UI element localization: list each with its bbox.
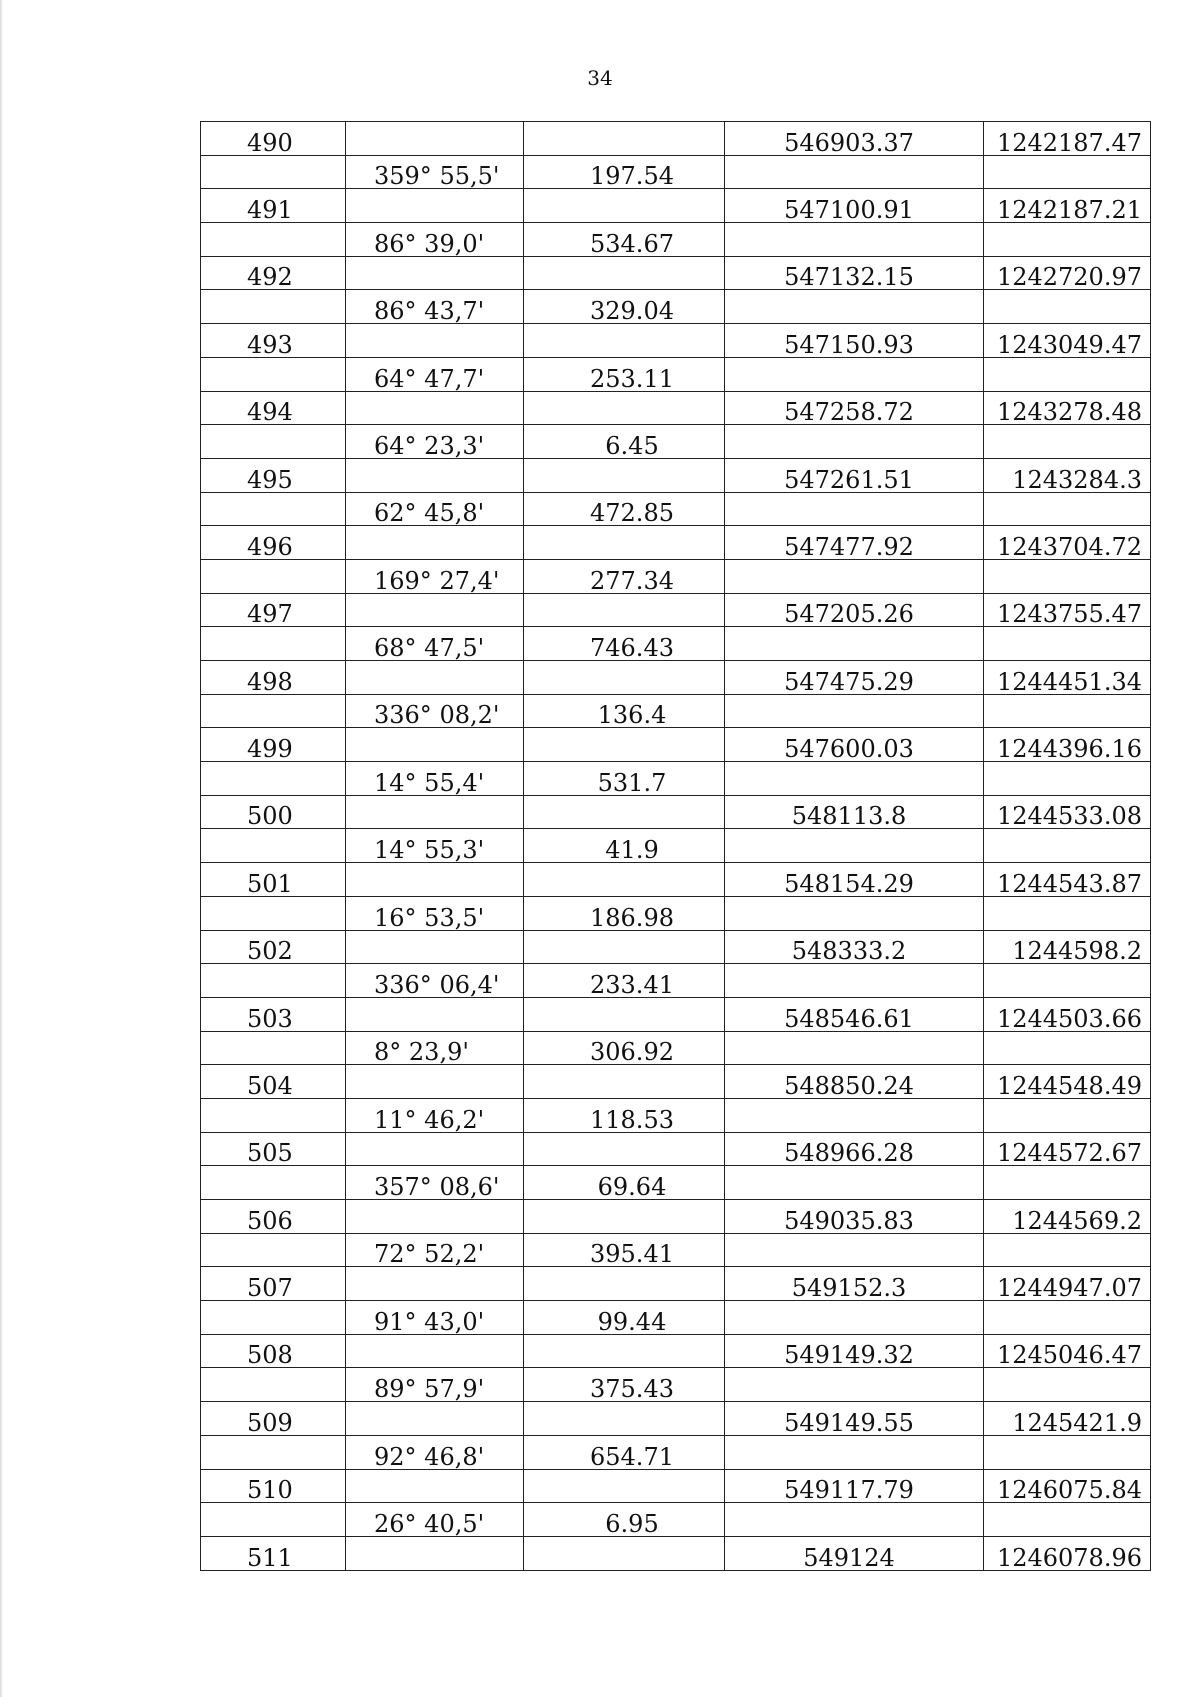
distance-cell: 654.71 [524,1435,725,1469]
distance-cell: 531.7 [524,762,725,796]
segment-row [201,762,1151,796]
bearing-angle-cell: 26° 40,5' [346,1503,524,1537]
bearing-angle-cell [346,593,524,627]
bearing-angle-cell [346,1334,524,1368]
y-coordinate-cell [984,1166,1151,1200]
bearing-angle-cell: 68° 47,5' [346,627,524,661]
bearing-angle-cell: 357° 08,6' [346,1166,524,1200]
scan-edge [0,0,3,1697]
y-coordinate-cell: 1244533.08 [984,795,1151,829]
x-coordinate-cell [725,559,984,593]
point-number-cell: 490 [201,122,346,156]
point-row [201,1402,1151,1436]
y-coordinate-cell: 1244396.16 [984,728,1151,762]
x-coordinate-cell: 549124 [725,1536,984,1570]
distance-cell: 41.9 [524,829,725,863]
y-coordinate-cell [984,223,1151,257]
x-coordinate-cell: 547475.29 [725,661,984,695]
point-number-cell [201,1435,346,1469]
point-row [201,1469,1151,1503]
x-coordinate-cell [725,1301,984,1335]
point-row [201,661,1151,695]
x-coordinate-cell: 547205.26 [725,593,984,627]
point-row [201,1065,1151,1099]
bearing-angle-cell [346,661,524,695]
coordinates-table-wrapper [200,121,1151,1571]
distance-cell: 253.11 [524,357,725,391]
point-row [201,863,1151,897]
y-coordinate-cell [984,694,1151,728]
bearing-angle-cell: 336° 06,4' [346,964,524,998]
y-coordinate-cell [984,829,1151,863]
bearing-angle-cell [346,863,524,897]
y-coordinate-cell [984,357,1151,391]
bearing-angle-cell [346,1267,524,1301]
point-number-cell [201,357,346,391]
y-coordinate-cell: 1243755.47 [984,593,1151,627]
segment-row [201,425,1151,459]
bearing-angle-cell [346,324,524,358]
segment-row [201,290,1151,324]
point-number-cell: 503 [201,997,346,1031]
distance-cell [524,122,725,156]
bearing-angle-cell [346,1402,524,1436]
y-coordinate-cell [984,1435,1151,1469]
point-number-cell: 509 [201,1402,346,1436]
x-coordinate-cell: 546903.37 [725,122,984,156]
segment-row [201,1098,1151,1132]
distance-cell: 534.67 [524,223,725,257]
bearing-angle-cell [346,526,524,560]
distance-cell [524,661,725,695]
distance-cell [524,997,725,1031]
x-coordinate-cell: 548546.61 [725,997,984,1031]
bearing-angle-cell [346,1536,524,1570]
point-row [201,1267,1151,1301]
y-coordinate-cell [984,1503,1151,1537]
bearing-angle-cell [346,189,524,223]
x-coordinate-cell [725,1368,984,1402]
distance-cell: 472.85 [524,492,725,526]
y-coordinate-cell [984,559,1151,593]
bearing-angle-cell [346,391,524,425]
y-coordinate-cell: 1244569.2 [984,1200,1151,1234]
distance-cell [524,1402,725,1436]
bearing-angle-cell: 72° 52,2' [346,1233,524,1267]
distance-cell [524,1267,725,1301]
x-coordinate-cell [725,1031,984,1065]
point-number-cell [201,896,346,930]
x-coordinate-cell: 547258.72 [725,391,984,425]
point-number-cell [201,223,346,257]
x-coordinate-cell: 549149.55 [725,1402,984,1436]
bearing-angle-cell: 89° 57,9' [346,1368,524,1402]
distance-cell [524,256,725,290]
y-coordinate-cell: 1246078.96 [984,1536,1151,1570]
point-number-cell [201,829,346,863]
x-coordinate-cell: 548966.28 [725,1132,984,1166]
bearing-angle-cell [346,1132,524,1166]
bearing-angle-cell: 169° 27,4' [346,559,524,593]
distance-cell [524,1469,725,1503]
segment-row [201,559,1151,593]
y-coordinate-cell: 1244572.67 [984,1132,1151,1166]
point-row [201,728,1151,762]
y-coordinate-cell [984,1098,1151,1132]
distance-cell: 6.95 [524,1503,725,1537]
point-row [201,1536,1151,1570]
point-number-cell: 508 [201,1334,346,1368]
page-number: 34 [587,66,613,90]
distance-cell: 186.98 [524,896,725,930]
bearing-angle-cell [346,1469,524,1503]
x-coordinate-cell [725,1503,984,1537]
y-coordinate-cell [984,896,1151,930]
bearing-angle-cell: 92° 46,8' [346,1435,524,1469]
x-coordinate-cell: 549149.32 [725,1334,984,1368]
point-number-cell: 496 [201,526,346,560]
x-coordinate-cell [725,290,984,324]
point-row [201,391,1151,425]
point-number-cell: 494 [201,391,346,425]
y-coordinate-cell: 1243704.72 [984,526,1151,560]
point-number-cell [201,559,346,593]
x-coordinate-cell [725,357,984,391]
point-number-cell: 492 [201,256,346,290]
distance-cell: 233.41 [524,964,725,998]
distance-cell: 99.44 [524,1301,725,1335]
bearing-angle-cell [346,256,524,290]
point-row [201,324,1151,358]
x-coordinate-cell: 547261.51 [725,458,984,492]
y-coordinate-cell: 1243278.48 [984,391,1151,425]
distance-cell [524,795,725,829]
point-row [201,930,1151,964]
point-number-cell [201,762,346,796]
x-coordinate-cell [725,1166,984,1200]
distance-cell [524,189,725,223]
point-number-cell: 511 [201,1536,346,1570]
distance-cell: 197.54 [524,155,725,189]
point-number-cell [201,627,346,661]
y-coordinate-cell [984,290,1151,324]
bearing-angle-cell: 8° 23,9' [346,1031,524,1065]
point-row [201,795,1151,829]
segment-row [201,1368,1151,1402]
bearing-angle-cell: 11° 46,2' [346,1098,524,1132]
y-coordinate-cell: 1244598.2 [984,930,1151,964]
point-number-cell: 495 [201,458,346,492]
point-number-cell [201,1233,346,1267]
distance-cell: 277.34 [524,559,725,593]
segment-row [201,357,1151,391]
y-coordinate-cell: 1245046.47 [984,1334,1151,1368]
point-number-cell [201,425,346,459]
point-number-cell [201,492,346,526]
point-row [201,458,1151,492]
point-row [201,122,1151,156]
bearing-angle-cell: 86° 43,7' [346,290,524,324]
bearing-angle-cell: 64° 47,7' [346,357,524,391]
distance-cell [524,593,725,627]
x-coordinate-cell: 549152.3 [725,1267,984,1301]
y-coordinate-cell: 1243049.47 [984,324,1151,358]
y-coordinate-cell: 1244947.07 [984,1267,1151,1301]
y-coordinate-cell [984,964,1151,998]
bearing-angle-cell [346,1065,524,1099]
distance-cell [524,863,725,897]
x-coordinate-cell [725,762,984,796]
bearing-angle-cell: 86° 39,0' [346,223,524,257]
distance-cell: 395.41 [524,1233,725,1267]
point-number-cell [201,694,346,728]
distance-cell [524,526,725,560]
x-coordinate-cell [725,627,984,661]
segment-row [201,1233,1151,1267]
distance-cell [524,1536,725,1570]
segment-row [201,1503,1151,1537]
point-number-cell [201,1031,346,1065]
distance-cell [524,1334,725,1368]
y-coordinate-cell: 1242187.21 [984,189,1151,223]
x-coordinate-cell: 549035.83 [725,1200,984,1234]
point-number-cell: 493 [201,324,346,358]
distance-cell: 375.43 [524,1368,725,1402]
x-coordinate-cell: 548154.29 [725,863,984,897]
point-row [201,256,1151,290]
x-coordinate-cell: 547477.92 [725,526,984,560]
segment-row [201,694,1151,728]
point-number-cell: 500 [201,795,346,829]
point-number-cell: 499 [201,728,346,762]
bearing-angle-cell: 359° 55,5' [346,155,524,189]
x-coordinate-cell [725,1233,984,1267]
bearing-angle-cell [346,122,524,156]
bearing-angle-cell: 91° 43,0' [346,1301,524,1335]
point-number-cell: 491 [201,189,346,223]
segment-row [201,492,1151,526]
x-coordinate-cell: 547100.91 [725,189,984,223]
y-coordinate-cell: 1244548.49 [984,1065,1151,1099]
point-number-cell [201,1503,346,1537]
bearing-angle-cell [346,930,524,964]
distance-cell: 306.92 [524,1031,725,1065]
bearing-angle-cell [346,728,524,762]
x-coordinate-cell [725,694,984,728]
point-row [201,1132,1151,1166]
point-number-cell: 504 [201,1065,346,1099]
y-coordinate-cell [984,627,1151,661]
segment-row [201,829,1151,863]
y-coordinate-cell: 1242187.47 [984,122,1151,156]
y-coordinate-cell [984,492,1151,526]
segment-row [201,964,1151,998]
y-coordinate-cell: 1242720.97 [984,256,1151,290]
point-number-cell: 507 [201,1267,346,1301]
bearing-angle-cell: 14° 55,4' [346,762,524,796]
bearing-angle-cell: 14° 55,3' [346,829,524,863]
segment-row [201,1435,1151,1469]
point-number-cell [201,290,346,324]
bearing-angle-cell: 62° 45,8' [346,492,524,526]
bearing-angle-cell [346,795,524,829]
point-number-cell: 510 [201,1469,346,1503]
point-row [201,1200,1151,1234]
y-coordinate-cell: 1245421.9 [984,1402,1151,1436]
point-number-cell: 498 [201,661,346,695]
y-coordinate-cell [984,1031,1151,1065]
segment-row [201,896,1151,930]
bearing-angle-cell: 336° 08,2' [346,694,524,728]
x-coordinate-cell: 548333.2 [725,930,984,964]
segment-row [201,627,1151,661]
x-coordinate-cell [725,155,984,189]
distance-cell: 6.45 [524,425,725,459]
y-coordinate-cell: 1244503.66 [984,997,1151,1031]
y-coordinate-cell [984,1233,1151,1267]
x-coordinate-cell [725,223,984,257]
segment-row [201,1301,1151,1335]
bearing-angle-cell: 64° 23,3' [346,425,524,459]
point-row [201,593,1151,627]
distance-cell [524,728,725,762]
x-coordinate-cell [725,425,984,459]
y-coordinate-cell: 1244451.34 [984,661,1151,695]
point-number-cell: 502 [201,930,346,964]
x-coordinate-cell: 547150.93 [725,324,984,358]
y-coordinate-cell [984,762,1151,796]
y-coordinate-cell [984,155,1151,189]
point-number-cell: 506 [201,1200,346,1234]
distance-cell: 69.64 [524,1166,725,1200]
point-row [201,526,1151,560]
point-number-cell [201,155,346,189]
point-number-cell [201,1098,346,1132]
point-number-cell [201,1368,346,1402]
bearing-angle-cell [346,997,524,1031]
segment-row [201,155,1151,189]
distance-cell [524,458,725,492]
point-number-cell: 497 [201,593,346,627]
point-number-cell: 505 [201,1132,346,1166]
segment-row [201,1031,1151,1065]
segment-row [201,223,1151,257]
distance-cell: 136.4 [524,694,725,728]
distance-cell [524,1200,725,1234]
y-coordinate-cell [984,1301,1151,1335]
x-coordinate-cell [725,829,984,863]
x-coordinate-cell: 549117.79 [725,1469,984,1503]
y-coordinate-cell: 1244543.87 [984,863,1151,897]
x-coordinate-cell: 547132.15 [725,256,984,290]
distance-cell: 329.04 [524,290,725,324]
point-row [201,189,1151,223]
y-coordinate-cell: 1243284.3 [984,458,1151,492]
coordinates-table [200,121,1151,1571]
coordinates-table-body [201,122,1151,1571]
point-number-cell [201,1301,346,1335]
x-coordinate-cell: 547600.03 [725,728,984,762]
x-coordinate-cell [725,1098,984,1132]
y-coordinate-cell [984,425,1151,459]
distance-cell [524,324,725,358]
x-coordinate-cell [725,1435,984,1469]
point-row [201,1334,1151,1368]
x-coordinate-cell [725,964,984,998]
distance-cell [524,391,725,425]
y-coordinate-cell: 1246075.84 [984,1469,1151,1503]
distance-cell: 118.53 [524,1098,725,1132]
point-number-cell [201,964,346,998]
x-coordinate-cell: 548850.24 [725,1065,984,1099]
distance-cell: 746.43 [524,627,725,661]
point-number-cell: 501 [201,863,346,897]
point-row [201,997,1151,1031]
x-coordinate-cell [725,896,984,930]
bearing-angle-cell: 16° 53,5' [346,896,524,930]
segment-row [201,1166,1151,1200]
distance-cell [524,1132,725,1166]
point-number-cell [201,1166,346,1200]
distance-cell [524,930,725,964]
x-coordinate-cell: 548113.8 [725,795,984,829]
bearing-angle-cell [346,1200,524,1234]
y-coordinate-cell [984,1368,1151,1402]
bearing-angle-cell [346,458,524,492]
distance-cell [524,1065,725,1099]
x-coordinate-cell [725,492,984,526]
